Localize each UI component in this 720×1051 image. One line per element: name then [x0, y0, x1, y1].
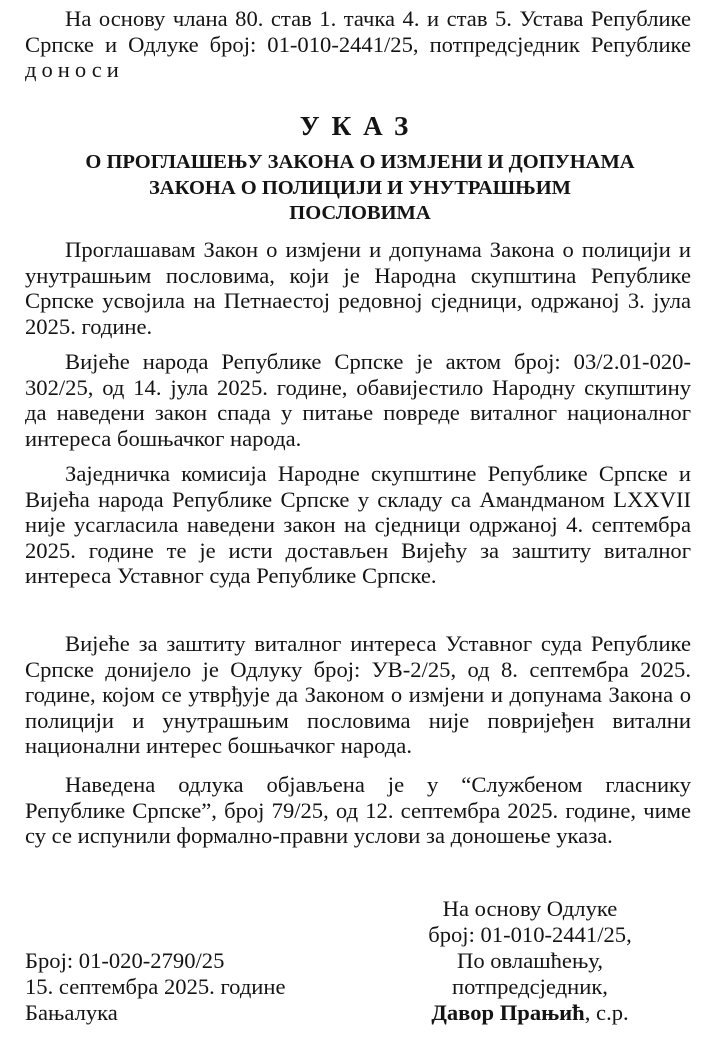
paragraph-2: Вијеће народа Републике Српске је актом број: 03/2.01-020-302/25, од 14. јула 2025. године, обавијестило Народну скупштину да наведени закон спада у питање повреде виталног националног интереса бошњачког народа. [25, 349, 691, 451]
paragraph-1: Проглашавам Закон о измјени и допунама Закона о полицији и унутрашњим пословима, који је Народна скупштина Републике Српске усвојила на Петнаестој редовној сједници, одржаној 3. јула 2025. године. [25, 237, 691, 339]
signature-authorization: По овлашћењу, [457, 948, 603, 973]
signature-block-right [400, 896, 660, 1026]
document-number: Број: 01-020-2790/25 [25, 948, 225, 973]
paragraph-5: Наведена одлука објављена је у “Службеном гласнику Републике Српске”, број 79/25, од 12. септембра 2025. године, чиме су се испунили формално-правни услови за доношење указа. [25, 772, 691, 848]
document-place: Бањалука [25, 1000, 118, 1025]
paragraph-3: Заједничка комисија Народне скупштине Републике Српске и Вијећа народа Републике Српске у складу са Амандманом LXXVII није усагласила наведени закон на сједници одржаној 4. септембра 2025. године те је исти достављен Вијећу за заштиту виталног интереса Уставног суда Републике Српске. [25, 461, 691, 588]
preamble-text: На основу члана 80. став 1. тачка 4. и став 5. Устава Републике Српске и Одлуке број: 01-010-2441/25, потпредсједник Републике [25, 6, 691, 57]
preamble-spaced-word: доноси [25, 57, 124, 82]
document-date: 15. септембра 2025. године [25, 974, 286, 999]
decree-subtitle: О ПРОГЛАШЕЊУ ЗАКОНА О ИЗМЈЕНИ И ДОПУНАМА ЗАКОНА О ПОЛИЦИЈИ И УНУТРАШЊИМ ПОСЛОВИМА [85, 151, 635, 224]
signature-block-left [25, 948, 365, 1026]
signature-decision-number: број: 01-010-2441/25, [428, 922, 632, 947]
signature-basis: На основу Одлуке [442, 896, 618, 921]
preamble [25, 6, 691, 83]
decree-title: УКАЗ [299, 111, 421, 141]
signature-role: потпредсједник, [452, 974, 608, 999]
signature-name-line [400, 1000, 660, 1026]
signatory-name: Давор Прањић [431, 1000, 585, 1025]
signatory-suffix: , с.р. [584, 1000, 629, 1025]
paragraph-4: Вијеће за заштиту виталног интереса Уставног суда Републике Српске донијело је Одлуку број: УВ-2/25, од 8. септембра 2025. године, којом се утврђује да Законом о измјени и допунама Закона о полицији и унутрашњим пословима није повријеђен витални национални интерес бошњачког народа. [25, 631, 691, 758]
